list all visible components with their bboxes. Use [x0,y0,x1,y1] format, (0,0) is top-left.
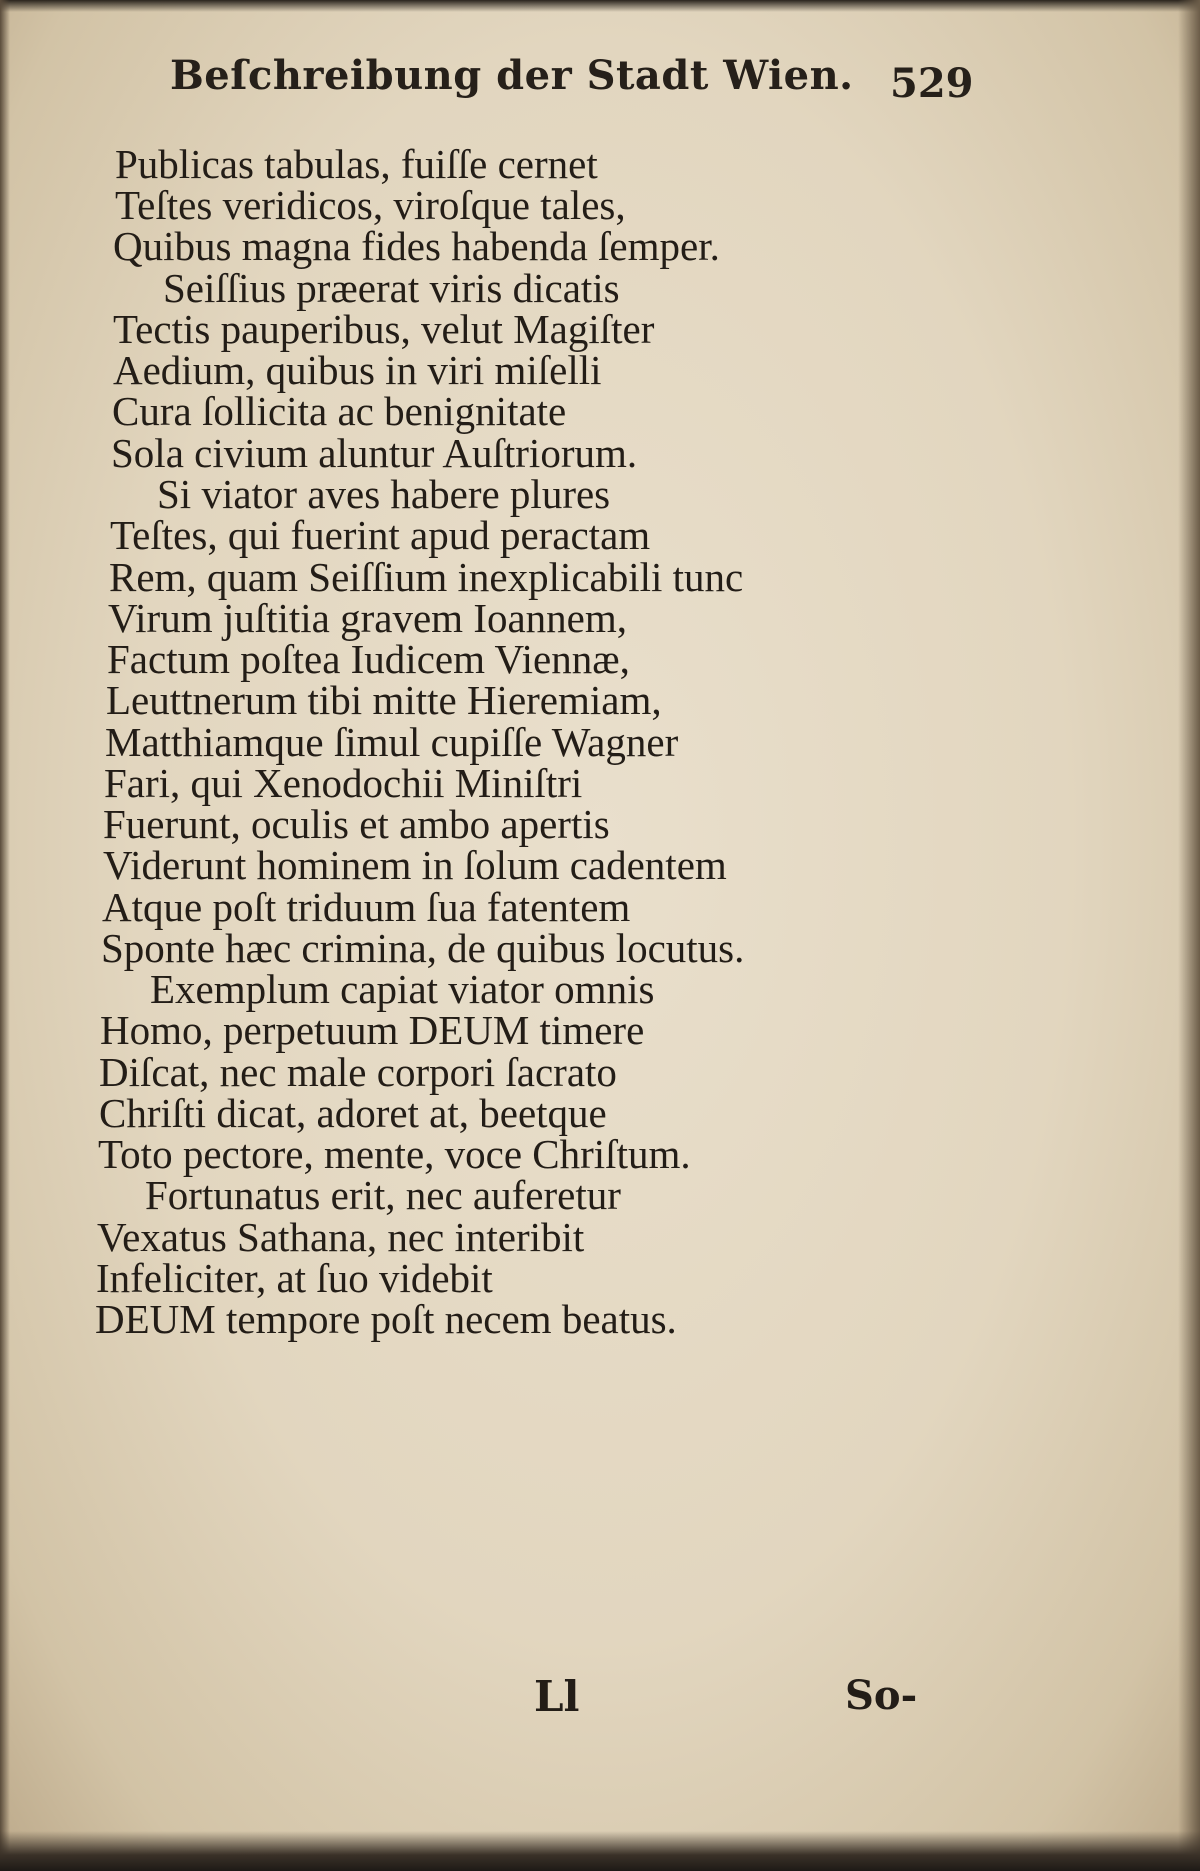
poem-line: Si viator aves habere plures [157,471,611,517]
poem-line: Fortunatus erit, nec auferetur [145,1172,621,1218]
poem-line: Homo, perpetuum DEUM timere [100,1007,645,1053]
poem-line: Infeliciter, at ſuo videbit [96,1255,493,1301]
poem-line: Toto pectore, mente, voce Chriſtum. [98,1131,691,1177]
poem-line: Sponte hæc crimina, de quibus locutus. [101,925,745,971]
page-number: 529 [890,60,974,107]
poem-line: Sola civium aluntur Auſtriorum. [111,430,638,476]
poem-line: Virum juſtitia gravem Ioannem, [108,595,628,641]
page-edge-top [0,0,1200,12]
catchword: So- [845,1672,918,1719]
poem-line: Teſtes veridicos, viroſque tales, [115,182,626,228]
poem-line: Cura ſollicita ac benignitate [112,388,567,434]
poem-line: Rem, quam Seiſſium inexplicabili tunc [109,554,744,600]
poem-line: Fuerunt, oculis et ambo apertis [103,801,610,847]
poem-line: Exemplum capiat viator omnis [150,966,655,1012]
poem-line: Chriſti dicat, adoret at, beetque [99,1090,607,1136]
poem-line: Aedium, quibus in viri miſelli [113,347,602,393]
poem-line: Publicas tabulas, fuiſſe cernet [115,141,598,187]
poem-line: Vexatus Sathana, nec interibit [97,1214,585,1260]
poem-line: Atque poſt triduum ſua fatentem [102,884,631,930]
signature-mark: Ll [534,1672,580,1721]
page-edge-left [0,0,10,1871]
poem-line: Tectis pauperibus, velut Magiſter [113,306,655,352]
page-edge-right [1178,0,1200,1871]
poem-line: Viderunt hominem in ſolum cadentem [103,842,727,888]
running-head: Beſchreibung der Stadt Wien. [170,52,854,99]
page-edge-bottom [0,1831,1200,1871]
poem-line: Quibus magna fides habenda ſemper. [113,223,720,269]
poem-line: DEUM tempore poſt necem beatus. [95,1296,677,1342]
poem-line: Diſcat, nec male corpori ſacrato [99,1049,617,1095]
poem-line: Teſtes, qui fuerint apud peractam [110,512,651,558]
poem-line: Factum poſtea Iudicem Viennæ, [107,636,630,682]
poem-line: Fari, qui Xenodochii Miniſtri [104,760,583,806]
poem-line: Matthiamque ſimul cupiſſe Wagner [105,719,679,765]
poem-line: Seiſſius præerat viris dicatis [163,265,620,311]
poem-line: Leuttnerum tibi mitte Hieremiam, [106,677,662,723]
